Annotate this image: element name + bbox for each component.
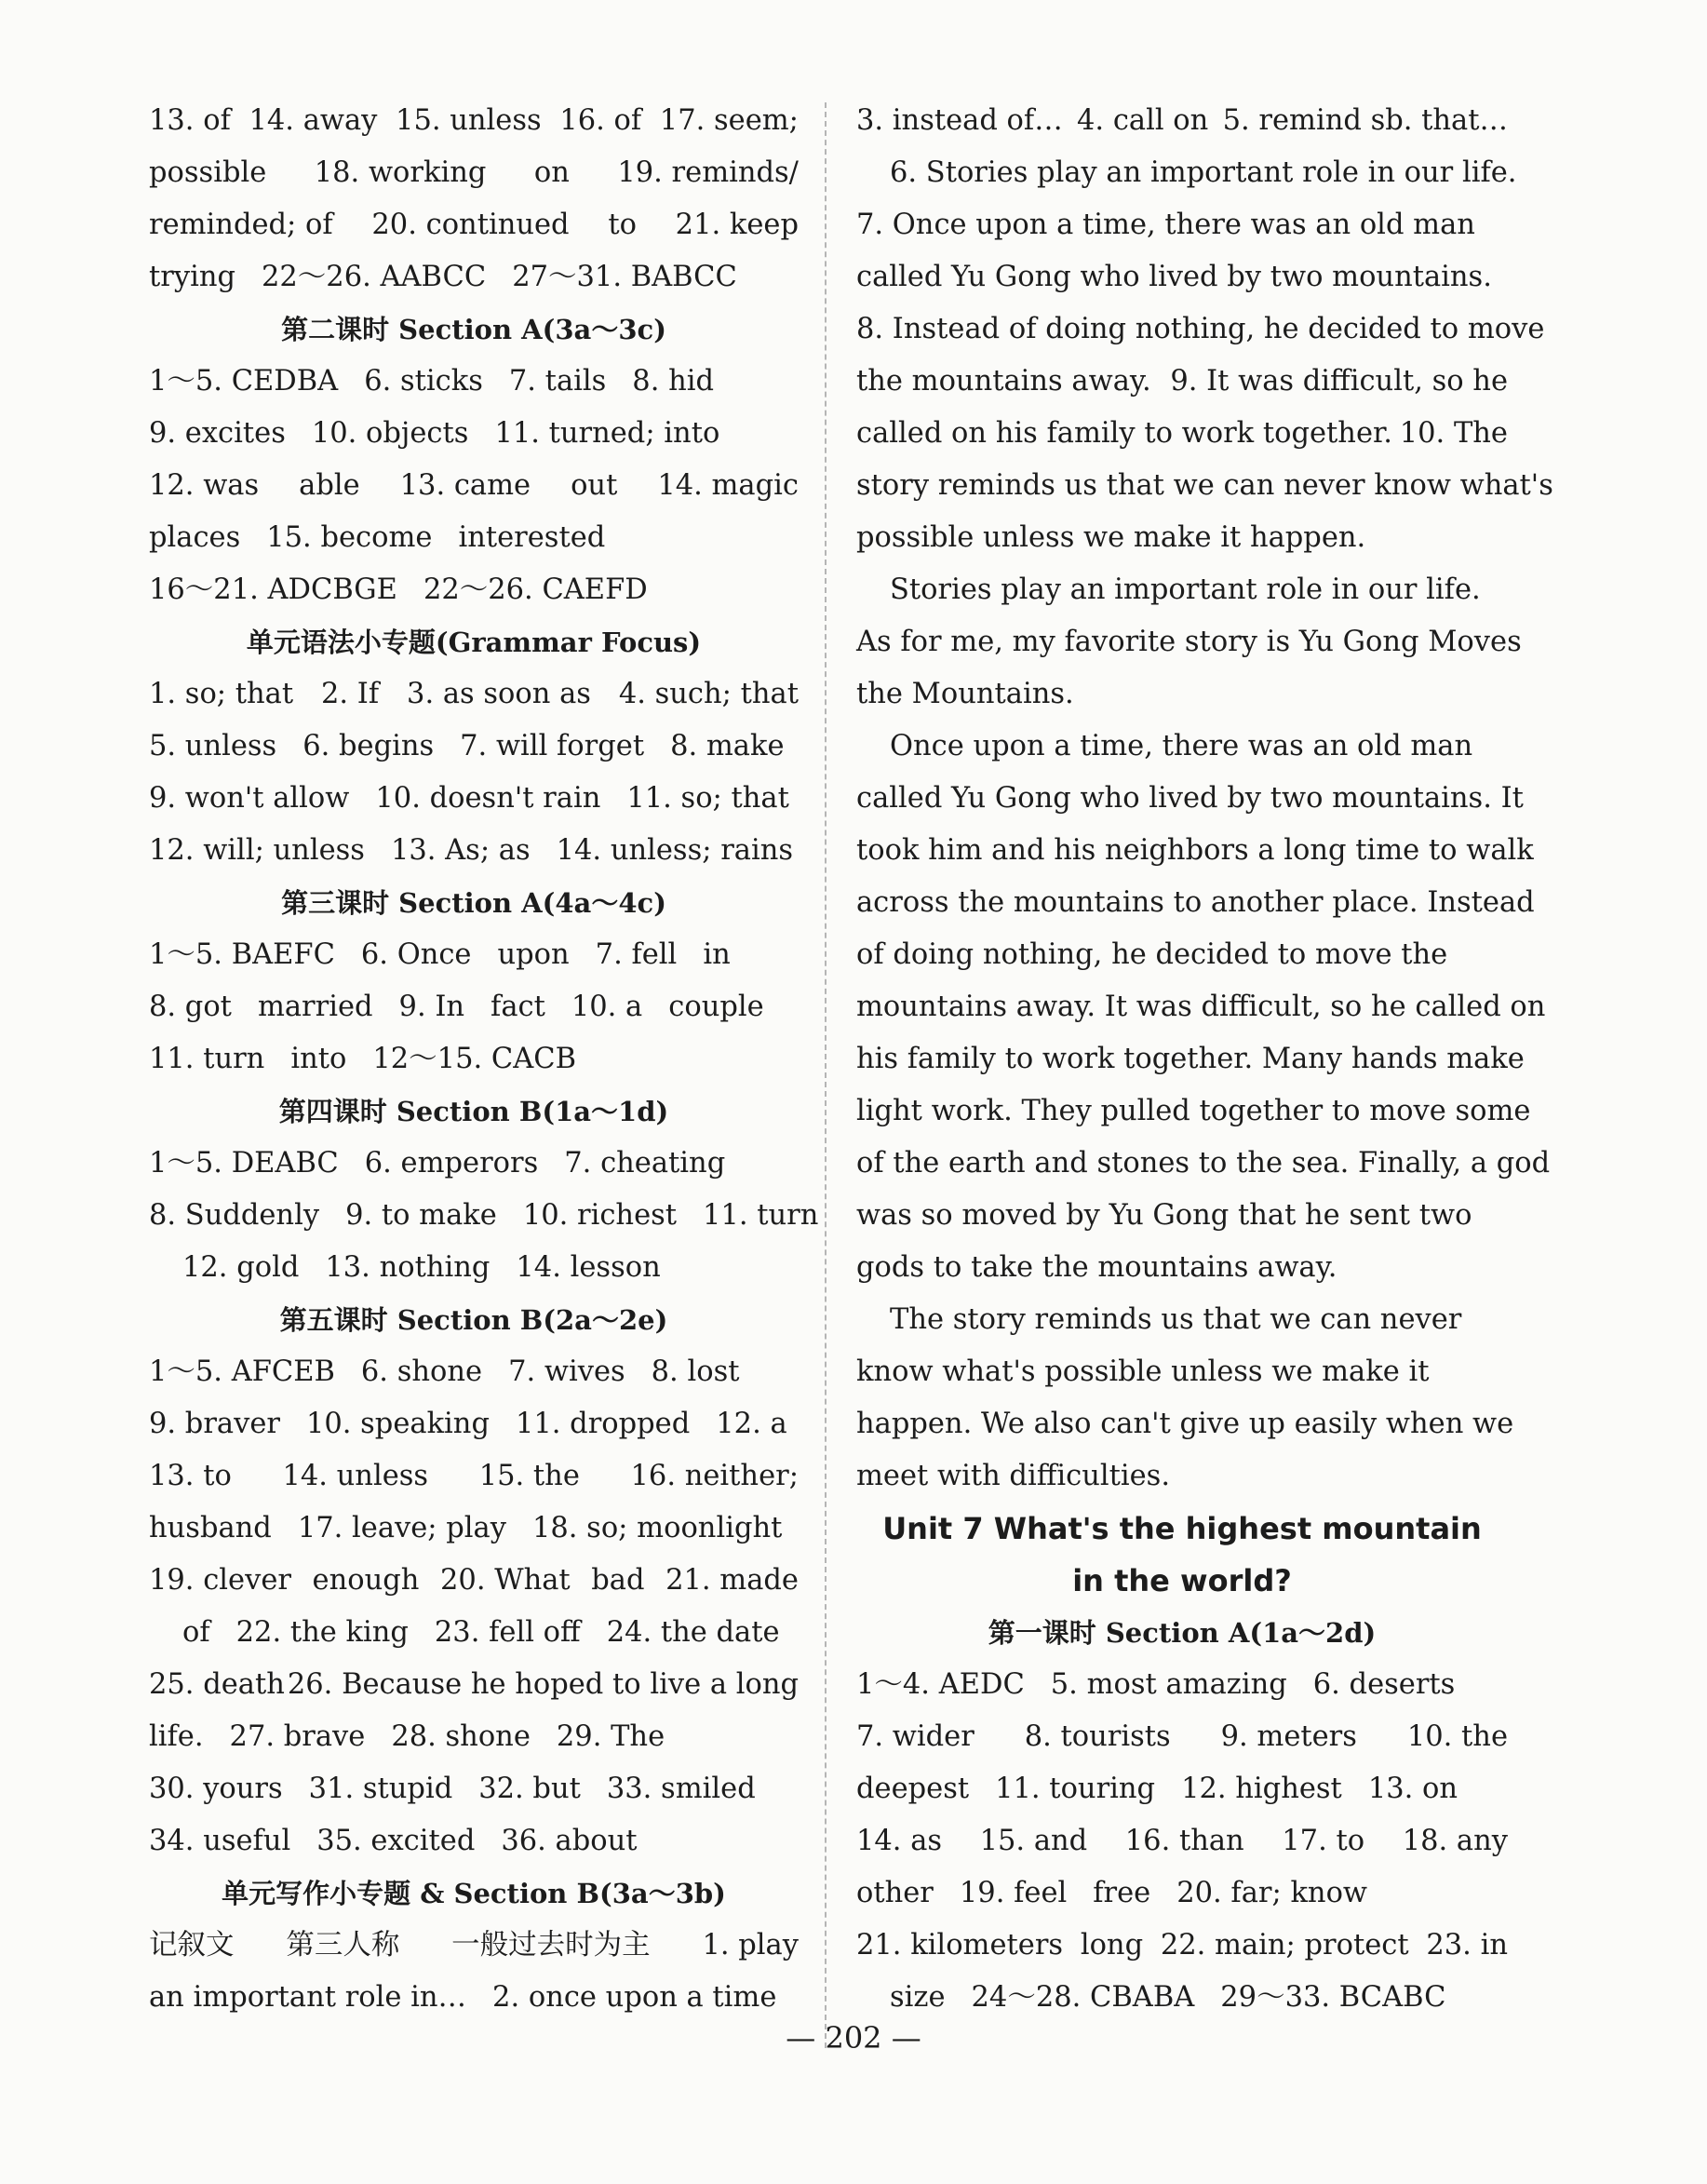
answer-line xyxy=(149,1033,799,1085)
section-heading: 第二课时 Section A(3a～3c) xyxy=(281,314,666,345)
answer-line xyxy=(149,251,799,303)
answer-token: 36. about xyxy=(501,1825,638,1857)
section-heading: 单元语法小专题(Grammar Focus) xyxy=(246,627,702,658)
answer-token: 16. neither; xyxy=(630,1460,799,1492)
answer-token: 1. play xyxy=(702,1929,799,1962)
answer-line xyxy=(856,460,1553,512)
answer-token: 14. away xyxy=(249,104,378,137)
answer-line xyxy=(856,1294,1508,1346)
answer-line xyxy=(856,773,1524,825)
answer-token: 15. and xyxy=(979,1825,1088,1857)
answer-token: 12. highest xyxy=(1181,1773,1342,1805)
answer-line xyxy=(856,1763,1508,1815)
answer-token: 9. In xyxy=(398,991,465,1023)
answer-token: Once upon a time, there was an old man xyxy=(890,730,1473,762)
answer-line xyxy=(149,1815,799,1867)
answer-token: 6. begins xyxy=(302,730,435,762)
answer-token: 12. was xyxy=(149,469,260,502)
answer-token: 6. sticks xyxy=(364,365,483,398)
answer-token: married xyxy=(257,991,373,1023)
answer-token: 24. the date xyxy=(606,1616,780,1649)
answer-token: 11. so; that xyxy=(626,782,789,815)
answer-token: 7. wider xyxy=(856,1720,974,1753)
answer-token: 8. hid xyxy=(632,365,715,398)
answer-token: 13. nothing xyxy=(325,1251,491,1284)
answer-token: places xyxy=(149,521,241,554)
answer-line xyxy=(149,1763,799,1815)
answer-token: able xyxy=(299,469,360,502)
answer-token: out xyxy=(571,469,618,502)
answer-line xyxy=(856,1242,1508,1294)
answer-line xyxy=(149,721,799,773)
answer-token: 9. excites xyxy=(149,417,286,450)
answer-token: meet with difficulties. xyxy=(856,1460,1171,1492)
answer-token: 8. got xyxy=(149,991,232,1023)
answer-token: know what's possible unless we make it xyxy=(856,1355,1430,1388)
answer-token: 5. most amazing xyxy=(1050,1668,1287,1701)
answer-token: 6. Stories play an important role in our life. xyxy=(890,156,1517,189)
answer-token: 14. lesson xyxy=(516,1251,661,1284)
answer-token: 20. continued xyxy=(371,209,570,241)
answer-token: called on his family to work together. xyxy=(856,417,1392,450)
answer-token: possible unless we make it happen. xyxy=(856,521,1366,554)
answer-token: in xyxy=(703,938,731,971)
answer-token: husband xyxy=(149,1512,272,1544)
answer-token: enough xyxy=(312,1564,420,1597)
answer-token: 34. useful xyxy=(149,1825,291,1857)
answer-token: 29～33. BCABC xyxy=(1220,1981,1446,2014)
answer-token: 31. stupid xyxy=(308,1773,453,1805)
answer-token: 6. shone xyxy=(360,1355,483,1388)
answer-token: upon xyxy=(497,938,570,971)
left-column xyxy=(149,95,819,2024)
page-number: — 202 — xyxy=(786,2020,921,2056)
right-column xyxy=(856,95,1553,2024)
answer-token: called Yu Gong who lived by two mountains. xyxy=(856,261,1492,293)
answer-line xyxy=(149,564,799,616)
answer-token: 3. as soon as xyxy=(407,678,591,710)
answer-line xyxy=(856,1346,1508,1398)
answer-token: the mountains away. xyxy=(856,365,1151,398)
answer-token: 9. to make xyxy=(345,1199,497,1232)
answer-token: 9. won't allow xyxy=(149,782,350,815)
answer-line xyxy=(149,460,799,512)
answer-token: 12～15. CACB xyxy=(372,1043,576,1075)
answer-token: into xyxy=(290,1043,347,1075)
answer-token: 1～5. CEDBA xyxy=(149,365,339,398)
answer-token: bad xyxy=(591,1564,645,1597)
answer-token: 17. to xyxy=(1282,1825,1365,1857)
answer-token: 6. emperors xyxy=(364,1147,539,1180)
answer-line xyxy=(856,95,1508,147)
answer-token: 21. keep xyxy=(675,209,799,241)
answer-token: 13. to xyxy=(149,1460,232,1492)
answer-token: 1. so; that xyxy=(149,678,294,710)
answer-line xyxy=(149,1398,799,1450)
answer-token: 7. cheating xyxy=(564,1147,726,1180)
answer-token: 7. wives xyxy=(508,1355,625,1388)
answer-line xyxy=(149,929,799,981)
answer-token: couple xyxy=(668,991,764,1023)
answer-line xyxy=(149,199,799,251)
answer-token: free xyxy=(1093,1877,1151,1909)
answer-token: 记叙文 xyxy=(149,1929,235,1962)
answer-token: other xyxy=(856,1877,934,1909)
answer-token: 8. make xyxy=(670,730,785,762)
answer-token: 20. What xyxy=(440,1564,571,1597)
answer-line xyxy=(149,147,799,199)
answer-line xyxy=(856,199,1508,251)
answer-token: 30. yours xyxy=(149,1773,283,1805)
answer-token: of the earth and stones to the sea. Finally, a god xyxy=(856,1147,1551,1180)
answer-token: 28. shone xyxy=(391,1720,531,1753)
answer-token: his family to work together. Many hands make xyxy=(856,1043,1525,1075)
answer-token: 5. remind sb. that… xyxy=(1222,104,1508,137)
answer-token: 27～31. BABCC xyxy=(512,261,737,293)
answer-token: 23. in xyxy=(1426,1929,1508,1962)
answer-token: 12. will; unless xyxy=(149,834,365,867)
answer-line xyxy=(149,356,799,408)
answer-token: of doing nothing, he decided to move the xyxy=(856,938,1448,971)
answer-token: the Mountains. xyxy=(856,678,1074,710)
answer-line xyxy=(856,981,1546,1033)
answer-token: took him and his neighbors a long time to walk xyxy=(856,834,1534,867)
answer-token: 13. of xyxy=(149,104,231,137)
answer-token: 1～5. BAEFC xyxy=(149,938,335,971)
answer-token: trying xyxy=(149,261,235,293)
answer-token: 8. Suddenly xyxy=(149,1199,320,1232)
answer-line xyxy=(856,1711,1508,1763)
answer-line xyxy=(856,1450,1508,1503)
answer-token: fact xyxy=(491,991,545,1023)
answer-line xyxy=(149,1138,799,1190)
answer-token: 14. unless xyxy=(282,1460,429,1492)
answer-token: story reminds us that we can never know what's xyxy=(856,469,1553,502)
answer-token: 14. magic xyxy=(657,469,799,502)
answer-line xyxy=(149,1711,799,1763)
answer-line xyxy=(856,668,1508,721)
answer-token: 18. so; moonlight xyxy=(531,1512,783,1544)
answer-token: 17. leave; play xyxy=(297,1512,506,1544)
answer-line xyxy=(856,1972,1508,2024)
answer-token: across the mountains to another place. Instead xyxy=(856,886,1535,919)
answer-token: 19. reminds/ xyxy=(617,156,799,189)
answer-token: 8. lost xyxy=(651,1355,740,1388)
answer-line xyxy=(149,95,799,147)
answer-token: 10. the xyxy=(1406,1720,1508,1753)
section-heading: 第五课时 Section B(2a～2e) xyxy=(279,1304,668,1336)
answer-token: 15. unless xyxy=(396,104,542,137)
answer-token: happen. We also can't give up easily when we xyxy=(856,1408,1514,1440)
answer-token: on xyxy=(533,156,570,189)
answer-token: was so moved by Yu Gong that he sent two xyxy=(856,1199,1472,1232)
answer-token: 32. but xyxy=(478,1773,581,1805)
answer-token: 23. fell off xyxy=(434,1616,581,1649)
answer-line xyxy=(149,1503,799,1555)
answer-token: 9. meters xyxy=(1220,1720,1357,1753)
answer-token: 10. speaking xyxy=(305,1408,490,1440)
section-heading: 单元写作小专题 & Section B(3a～3b) xyxy=(222,1878,726,1909)
answer-token: 5. unless xyxy=(149,730,277,762)
answer-line xyxy=(856,356,1508,408)
answer-line xyxy=(149,408,799,460)
answer-token: 29. The xyxy=(556,1720,665,1753)
answer-token: of xyxy=(182,1616,210,1649)
answer-token: 16. than xyxy=(1124,1825,1244,1857)
answer-line xyxy=(856,721,1508,773)
answer-token: 22～26. CAEFD xyxy=(423,573,648,606)
answer-token: 11. turn xyxy=(149,1043,265,1075)
answer-token: 11. touring xyxy=(995,1773,1156,1805)
answer-token: 7. tails xyxy=(508,365,607,398)
unit-title: Unit 7 What's the highest mountain xyxy=(882,1511,1482,1546)
answer-token: size xyxy=(890,1981,946,2014)
answer-token: 10. a xyxy=(571,991,643,1023)
answer-token: 8. Instead of doing nothing, he decided to move xyxy=(856,313,1545,345)
answer-line xyxy=(856,1138,1551,1190)
answer-token: 14. unless; rains xyxy=(556,834,794,867)
answer-line xyxy=(856,147,1517,199)
answer-line xyxy=(856,877,1535,929)
answer-token: an important role in… xyxy=(149,1981,467,2014)
answer-token: 4. call on xyxy=(1077,104,1209,137)
answer-token: 18. any xyxy=(1402,1825,1508,1857)
answer-token: 21. made xyxy=(665,1564,799,1597)
answer-token: 7. Once upon a time, there was an old man xyxy=(856,209,1475,241)
answer-line xyxy=(856,408,1508,460)
answer-token: long xyxy=(1080,1929,1144,1962)
answer-token: 4. such; that xyxy=(618,678,799,710)
answer-line xyxy=(856,1033,1525,1085)
answer-token: 6. deserts xyxy=(1312,1668,1456,1701)
answer-token: 1～5. DEABC xyxy=(149,1147,339,1180)
answer-line xyxy=(856,929,1508,981)
answer-token: 12. a xyxy=(716,1408,787,1440)
answer-token: to xyxy=(608,209,637,241)
answer-line xyxy=(149,981,799,1033)
answer-token: 2. once upon a time xyxy=(492,1981,777,2014)
answer-token: 16～21. ADCBGE xyxy=(149,573,397,606)
column-divider xyxy=(825,102,827,2048)
answer-line xyxy=(149,1607,799,1659)
answer-token: 17. seem; xyxy=(659,104,799,137)
section-heading: 第四课时 Section B(1a～1d) xyxy=(278,1096,669,1127)
answer-token: 33. smiled xyxy=(606,1773,756,1805)
answer-line xyxy=(149,668,799,721)
answer-token: 27. brave xyxy=(229,1720,366,1753)
answer-token: 1～4. AEDC xyxy=(856,1668,1025,1701)
answer-token: 22～26. AABCC xyxy=(262,261,487,293)
unit-title: in the world? xyxy=(1072,1563,1292,1598)
answer-token: 6. Once xyxy=(360,938,472,971)
answer-token: possible xyxy=(149,156,267,189)
answer-token: 7. will forget xyxy=(460,730,645,762)
answer-line xyxy=(149,1346,799,1398)
answer-token: 35. excited xyxy=(316,1825,476,1857)
answer-token: 3. instead of… xyxy=(856,104,1063,137)
answer-token: 22. the king xyxy=(235,1616,409,1649)
answer-token: 26. Because he hoped to live a long xyxy=(287,1668,799,1701)
answer-token: light work. They pulled together to move some xyxy=(856,1095,1531,1127)
answer-token: 13. on xyxy=(1367,1773,1458,1805)
answer-token: 10. objects xyxy=(311,417,469,450)
section-heading: 第三课时 Section A(4a～4c) xyxy=(281,887,666,919)
answer-token: 14. as xyxy=(856,1825,943,1857)
answer-token: 1～5. AFCEB xyxy=(149,1355,335,1388)
answer-token: 9. It was difficult, so he xyxy=(1170,365,1508,398)
answer-line xyxy=(856,1815,1508,1867)
answer-line xyxy=(856,303,1545,356)
answer-token: gods to take the mountains away. xyxy=(856,1251,1337,1284)
answer-token: 11. turn xyxy=(703,1199,819,1232)
answer-token: 9. braver xyxy=(149,1408,280,1440)
answer-line xyxy=(856,1867,1508,1920)
answer-line xyxy=(149,1659,799,1711)
answer-line xyxy=(856,616,1522,668)
answer-token: 22. main; protect xyxy=(1160,1929,1409,1962)
answer-token: As for me, my favorite story is Yu Gong Moves xyxy=(856,626,1522,658)
answer-token: 19. feel xyxy=(959,1877,1068,1909)
answer-line xyxy=(149,1242,799,1294)
answer-line xyxy=(856,1085,1531,1138)
answer-token: 11. turned; into xyxy=(494,417,720,450)
answer-token: 18. working xyxy=(314,156,487,189)
answer-line xyxy=(149,825,799,877)
answer-token: called Yu Gong who lived by two mountains. It xyxy=(856,782,1524,815)
answer-line xyxy=(149,1920,799,1972)
answer-line xyxy=(856,1920,1508,1972)
answer-line xyxy=(149,1555,799,1607)
answer-token: 2. If xyxy=(321,678,380,710)
answer-token: interested xyxy=(458,521,606,554)
answer-token: 8. tourists xyxy=(1024,1720,1171,1753)
answer-line xyxy=(856,825,1534,877)
answer-token: reminded; of xyxy=(149,209,333,241)
answer-token: life. xyxy=(149,1720,204,1753)
answer-token: 21. kilometers xyxy=(856,1929,1064,1962)
answer-token: 20. far; know xyxy=(1176,1877,1368,1909)
answer-line xyxy=(149,1972,799,2024)
section-heading: 第一课时 Section A(1a～2d) xyxy=(988,1617,1377,1649)
answer-line xyxy=(856,1398,1514,1450)
answer-token: 第三人称 xyxy=(286,1929,400,1962)
answer-token: 13. As; as xyxy=(390,834,531,867)
answer-line xyxy=(149,773,799,825)
answer-line xyxy=(149,512,799,564)
answer-token: 12. gold xyxy=(182,1251,300,1284)
answer-token: 15. become xyxy=(266,521,433,554)
answer-token: 10. The xyxy=(1399,417,1508,450)
answer-token: The story reminds us that we can never xyxy=(890,1303,1462,1336)
answer-token: 一般过去时为主 xyxy=(451,1929,651,1962)
answer-line xyxy=(149,1450,799,1503)
answer-line xyxy=(856,512,1508,564)
answer-line xyxy=(856,251,1508,303)
answer-line xyxy=(856,1190,1508,1242)
answer-line xyxy=(856,564,1508,616)
answer-token: deepest xyxy=(856,1773,970,1805)
answer-token: 15. the xyxy=(478,1460,580,1492)
answer-token: 11. dropped xyxy=(515,1408,691,1440)
answer-token: 24～28. CBABA xyxy=(971,1981,1195,2014)
answer-token: 10. richest xyxy=(522,1199,678,1232)
answer-token: 25. death xyxy=(149,1668,285,1701)
answer-token: 16. of xyxy=(559,104,642,137)
answer-token: mountains away. It was difficult, so he called on xyxy=(856,991,1546,1023)
answer-token: 10. doesn't rain xyxy=(375,782,601,815)
answer-token: Stories play an important role in our life. xyxy=(890,573,1481,606)
answer-line xyxy=(149,1190,819,1242)
answer-token: 7. fell xyxy=(595,938,678,971)
answer-line xyxy=(856,1659,1508,1711)
answer-token: 13. came xyxy=(399,469,531,502)
answer-token: 19. clever xyxy=(149,1564,291,1597)
